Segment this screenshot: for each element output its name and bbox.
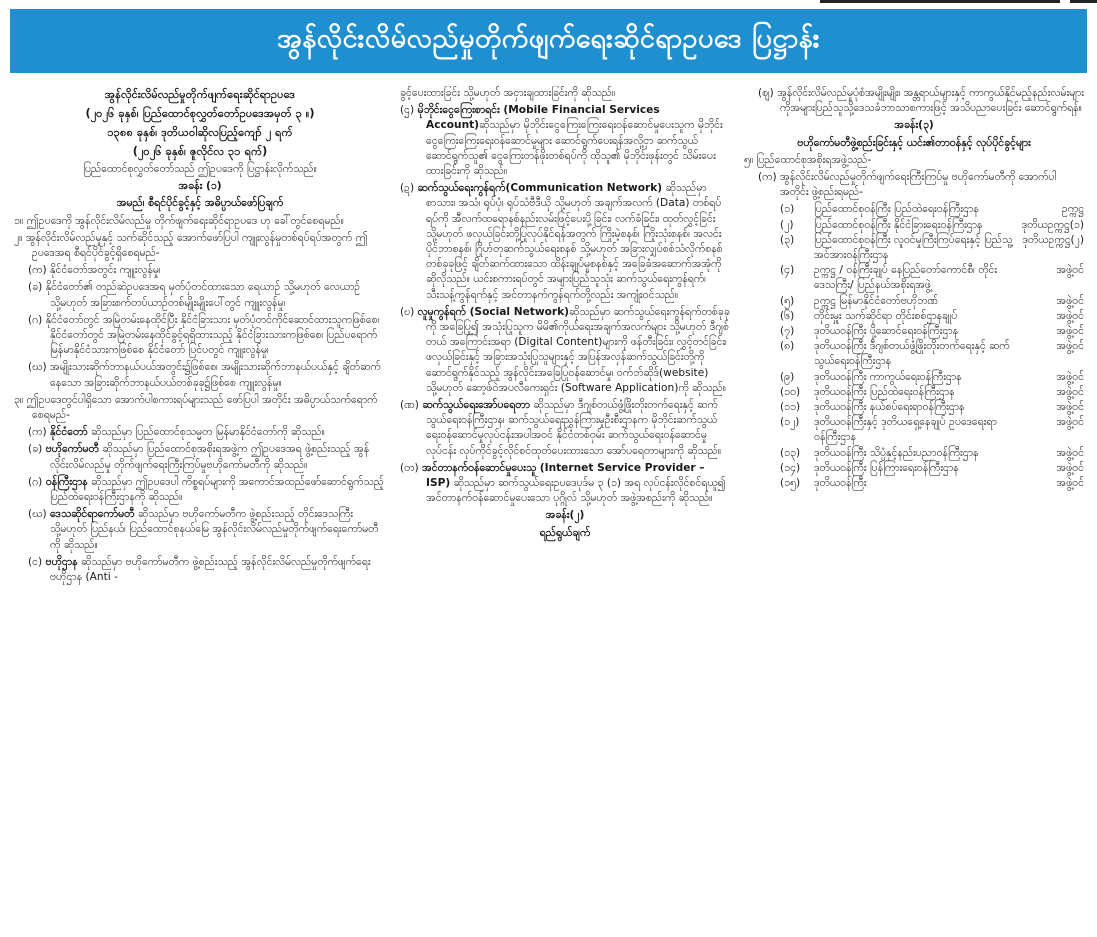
definition-term: အင်တာနက်ဝန်ဆောင်မှုပေးသူ (Internet Service Provider – ISP): [421, 461, 705, 490]
member-role: အဖွဲ့ဝင်: [1056, 370, 1084, 383]
definition-text: ဆိုသည်မှာ စာသား၊ အသံ၊ ရုပ်ပုံ၊ ရုပ်သံဗီဒီယို သို့မဟုတ် အချက်အလက် (Data) တစ်ရပ်ရပ်ကို အီလက်ထရောနစ်နည်းလမ်းဖြင့်ပေးပို့ခြင်း၊ လက်ခံခြင်း၊ ထုတ်လွှင့်ခြင်း သို့မဟုတ် ဖလှယ်ခြင်းတို့ပြုလုပ်နိုင်ရန်အတွက် ကြိုးမဲ့စနစ်၊ ကြိုးသုံးစနစ်၊ အလင်းပိုင်ဘာစနစ်၊ ဂြိုဟ်တုဆက်သွယ်ရေးစနစ် သို့မဟုတ် အခြားလျှပ်စစ်သံလိုက်စနစ်တစ်ခုခုဖြင့် ချိတ်ဆက်ထားသော ထိန်းချုပ်မှုစနစ်နှင့် အခြေခံအဆောက်အအုံကိုဆိုလိုသည်။ ယင်းစကားရပ်တွင် အများပြည်သူသုံး ဆက်သွယ်ရေးကွန်ရက်၊ သီးသန့်ကွန်ရက်နှင့် အင်တာနက်ကွန်ရက်တို့လည်း အကျုံးဝင်သည်။: [426, 182, 723, 301]
member-number: (၁၄): [780, 461, 801, 474]
definition-e: (င) ဗဟိုဌာန ဆိုသည်မှာ ဗဟိုကော်မတီက ဖွဲ့စည်းသည့် အွန်လိုင်းလိမ်လည်မှုတိုက်ဖျက်ရေးဗဟိုဌာန (Anti -: [28, 555, 371, 584]
chapter-3-title: ဗဟိုကော်မတီဖွဲ့စည်းခြင်းနှင့် ယင်း၏တာဝန်နှင့် လုပ်ပိုင်ခွင့်များ: [797, 136, 1031, 149]
definition-b-text: ဆိုသည်မှာ ပြည်ထောင်စုအစိုးရအဖွဲ့က ဤဥပဒေအရ ဖွဲ့စည်းသည့် အွန်လိုင်းလိမ်လည်မှု တိုက်ဖျက်ရေးကြီးကြပ်မှုဗဟိုကော်မတီကို ဆိုသည်။: [50, 443, 370, 471]
member-role: အဖွဲ့ဝင်: [1056, 294, 1084, 307]
member-number: (၁၂): [780, 416, 800, 429]
definition-b-term: ဗဟိုကော်မတီ: [45, 443, 99, 456]
top-rule: [820, 0, 1060, 3]
member-number: (၄): [780, 264, 795, 277]
definition-d-term: ဒေသဆိုင်ရာကော်မတီ: [49, 508, 135, 521]
member-number: (၉): [780, 370, 795, 383]
member-title: ပြည်ထောင်စုဝန်ကြီး လူဝင်မှုကြီးကြပ်ရေးနှင့် ပြည်သူ့အင်အားဝန်ကြီးဌာန: [814, 233, 1013, 262]
definition-c: (ဂ) ဝန်ကြီးဌာန ဆိုသည်မှာ ဤဥပဒေပါ ကိစ္စရပ်များကို အကောင်အထည်ဖော်ဆောင်ရွက်သည့် ပြည်ထဲရေးဝန်ကြီးဌာနကို ဆိုသည်။: [28, 475, 384, 504]
committee-member-row: [744, 415, 1084, 445]
committee-member-row: [744, 202, 1084, 217]
definition-mobile-financial: [400, 103, 730, 179]
member-number: (၈): [780, 340, 795, 353]
column-1: [14, 86, 386, 937]
member-title: ဒုတိယဝန်ကြီးနှင့် ဒုတိယရှေ့နေချုပ် ဥပဒေရေးရာဝန်ကြီးဌာန: [814, 416, 997, 444]
member-number: (၇): [780, 325, 795, 338]
member-number: (၃): [780, 233, 795, 246]
definition-c-term: ဝန်ကြီးဌာန: [45, 475, 88, 488]
member-title: ဒုတိယဝန်ကြီး ပြည်ထဲရေးဝန်ကြီးဌာန: [814, 385, 955, 398]
definition-d-text: ဆိုသည်မှာ ဗဟိုကော်မတီက ဖွဲ့စည်းသည့် တိုင်းဒေသကြီး သို့မဟုတ် ပြည်နယ်၊ ပြည်ထောင်စုနယ်မြေ အွန်လိုင်းလိမ်လည်မှုတိုက်ဖျက်ရေးကော်မတီကို ဆိုသည်။: [50, 508, 379, 551]
law-date-en: (၂၀၂၆ ခုနှစ်၊ ဇူလိုင်လ ၃၁ ရက်): [132, 145, 268, 158]
section-2-a: (က) နိုင်ငံတော်အတွင်း ကျူးလွန်မှု၊: [28, 264, 161, 277]
member-number: (၁၁): [780, 401, 801, 414]
definition-text: ဆိုသည်မှာ မိုဘိုင်းငွေကြေးကြေးရေးဝန်ဆောင်မှုပေးသူက မိုဘိုင်းငွေကြေးကြေးရေးဝန်ဆောင်မှုများ ဆောင်ရွက်ပေးရန်အလို့ငှာ ဆက်သွယ်ဆောင်ရွက်သူ၏ ငွေကြေးတန်ဖိုးတစ်ရပ်ကို ထိုသူ၏ မိုဘိုင်းဖုန်းတွင် သိမ်းပေးထားခြင်းကို ဆိုသည်။: [426, 119, 723, 178]
committee-member-row: [744, 461, 1084, 476]
committee-member-row: [744, 339, 1084, 369]
definition-text: ဆိုသည်မှာ ဒီဂျစ်တယ်ဖွံ့ဖြိုးတိုးတက်ရေးနှင့် ဆက်သွယ်ရေးဝန်ကြီးဌာန၊ ဆက်သွယ်ရေးညွှန်ကြားမှုဦးစီးဌာနက မိုဘိုင်းဆက်သွယ်ရေးဝန်ဆောင်မှုလုပ်ငန်းအပါအဝင် နိုင်ငံတစ်ဝှမ်း ဆက်သွယ်ရေးဝန်ဆောင်မှုလုပ်ငန်း လုပ်ကိုင်ခွင့်လိုင်စင်ထုတ်ပေးထားသော အော်ပရေတာများကို ဆိုသည်။: [426, 399, 722, 457]
definition-operator: [400, 398, 730, 459]
definition-term: ဆက်သွယ်ရေးအော်ပရေတာ: [422, 399, 530, 412]
member-title: ဒုတိယဝန်ကြီး နယ်စပ်ရေးရာဝန်ကြီးဌာန: [814, 401, 965, 414]
law-number: (၂၀၂၆ ခုနှစ်၊ ပြည်ထောင်စုလွှတ်တော်ဥပဒေအမှတ် ၃ ။): [85, 107, 315, 120]
section-5: ၅။ ပြည်ထောင်စုအစိုးရအဖွဲ့သည်-: [744, 153, 872, 166]
definition-text: ဆိုသည်မှာ ဆက်သွယ်ရေးကွန်ရက်တစ်ခုခုကို အခြေပြု၍ အသုံးပြုသူက မိမိ၏ကိုယ်ရေးအချက်အလက်များ သို့မဟုတ် ဒီဂျစ်တယ် အကြောင်းအရာ (Digital Content)များကို ဖန်တီးခြင်း၊ လွှင့်တင်ခြင်း၊ ဖလှယ်ခြင်းနှင့် အခြားအသုံးပြုသူများနှင့် အပြန်အလှန်ဆက်သွယ်ခြင်းတို့ကို ဆောင်ရွက်နိုင်သည့် အွန်လိုင်းအခြေပြုဝန်ဆောင်မှု၊ ဝက်ဘ်ဆိုဒ်(website) သို့မဟုတ် ဆော့ဖ်ဝဲအပလီကေးရှင်း (Software Application)ကို ဆိုသည်။: [426, 305, 730, 394]
member-number: (၆): [780, 309, 795, 322]
member-title: တိုင်းမှူး သက်ဆိုင်ရာ တိုင်းစစ်ဌာနချုပ်: [814, 309, 958, 322]
committee-member-list: [744, 202, 1084, 491]
committee-member-row: [744, 218, 1084, 233]
member-role: ဥက္ကဋ္ဌ: [1062, 203, 1084, 216]
definition-term: လူမှုကွန်ရက် (Social Network): [417, 305, 570, 318]
section-3: ၃။ ဤဥပဒေတွင်ပါရှိသော အောက်ပါစကားရပ်များသည် ဖော်ပြပါ အတိုင်း အဓိပ္ပာယ်သက်ရောက်စေရမည်-: [14, 393, 378, 422]
section-2-d: (ဃ) အမျိုးသားဆိုက်ဘာနယ်ပယ်အတွင်း၌ဖြစ်စေ၊ အမျိုးသားဆိုက်ဘာနယ်ပယ်နှင့် ချိတ်ဆက်နေသော အခြားဆိုက်ဘာနယ်ပယ်တစ်ခုခု၌ဖြစ်စေ ကျူးလွန်မှု။: [28, 361, 381, 389]
committee-member-row: [744, 476, 1084, 491]
committee-member-row: [744, 263, 1084, 293]
definition-communication-network: [400, 181, 730, 303]
member-role: အဖွဲ့ဝင်: [1056, 416, 1084, 429]
definition-text: ဆိုသည်မှာ ဆက်သွယ်ရေးဥပဒေပုဒ်မ ၃ (၁) အရ လုပ်ငန်းလိုင်စင်ရယူ၍ အင်တာနက်ဝန်ဆောင်မှုပေးသော ပုဂ္ဂိုလ် သို့မဟုတ် အဖွဲ့အစည်းကို ဆိုသည်။: [426, 477, 726, 505]
committee-member-row: [744, 400, 1084, 415]
headline-title: အွန်လိုင်းလိမ်လည်မှုတိုက်ဖျက်ရေးဆိုင်ရာဥပဒေ ပြဋ္ဌာန်း: [277, 23, 820, 54]
member-role: အဖွဲ့ဝင်: [1056, 264, 1084, 277]
member-title: ဒုတိယဝန်ကြီး ပို့ဆောင်ရေးဝန်ကြီးဌာန: [814, 325, 959, 338]
chapter-2-heading: အခန်း(၂): [545, 509, 585, 522]
section-2-b: (ခ) နိုင်ငံတော်၏ တည်ဆဲဥပဒေအရ မှတ်ပုံတင်ထားသော ရေယာဉ် သို့မဟုတ် လေယာဉ် သို့မဟုတ် အခြားစက်တပ်ယာဉ်တစ်မျိုးမျိုးပေါ်တွင် ကျူးလွန်မှု၊: [28, 281, 361, 309]
member-role: ဒုတိယဥက္ကဋ္ဌ(၂): [1022, 233, 1084, 246]
member-number: (၅): [780, 294, 795, 307]
committee-member-row: [744, 385, 1084, 400]
member-title: ပြည်ထောင်စုဝန်ကြီး နိုင်ငံခြားရေးဝန်ကြီးဌာန: [814, 218, 983, 231]
committee-member-row: [744, 309, 1084, 324]
top-rule-right: [1070, 0, 1097, 3]
member-role: အဖွဲ့ဝင်: [1056, 477, 1084, 490]
definition-d: (ဃ) ဒေသဆိုင်ရာကော်မတီ ဆိုသည်မှာ ဗဟိုကော်မတီက ဖွဲ့စည်းသည့် တိုင်းဒေသကြီး သို့မဟုတ် ပြည်နယ်၊ ပြည်ထောင်စုနယ်မြေ အွန်လိုင်းလိမ်လည်မှုတိုက်ဖျက်ရေးကော်မတီကို ဆိုသည်။: [28, 508, 379, 551]
section-2-c: (ဂ) နိုင်ငံတော်တွင် အမြဲတမ်းနေထိုင်ပြီး နိုင်ငံခြားသား မှတ်ပုံတင်ကိုင်ဆောင်ထားသူကဖြစ်စေ၊ နိုင်ငံတော်တွင် အမြဲတမ်းနေထိုင်ခွင့်ရရှိထားသည့် နိုင်ငံခြားသားကဖြစ်စေ၊ ပြည်ပရောက် မြန်မာနိုင်ငံသားကဖြစ်စေ နိုင်ငံတော် ပြင်ပတွင် ကျူးလွန်မှု၊: [28, 313, 380, 357]
member-role: အဖွဲ့ဝင်: [1056, 401, 1084, 414]
member-role: အဖွဲ့ဝင်: [1056, 385, 1084, 398]
member-title: ဥက္ကဋ္ဌ / ဝန်ကြီးချုပ် နေပြည်တော်ကောင်စီ၊ တိုင်းဒေသကြီး/ ပြည်နယ်အစိုးရအဖွဲ့: [814, 264, 998, 292]
definition-e-text: ဆိုသည်မှာ ဗဟိုကော်မတီက ဖွဲ့စည်းသည့် အွန်လိုင်းလိမ်လည်မှုတိုက်ဖျက်ရေးဗဟိုဌာန (Anti -: [50, 555, 371, 584]
committee-member-row: [744, 446, 1084, 461]
definition-continued: ခွင့်ပေးထားခြင်း သို့မဟုတ် အငှားချထားခြင်းကို ဆိုသည်။: [400, 87, 616, 99]
member-role: ဒုတိယဥက္ကဋ္ဌ(၁): [1021, 218, 1084, 231]
member-title: ပြည်ထောင်စုဝန်ကြီး ပြည်ထဲရေးဝန်ကြီးဌာန: [814, 203, 979, 216]
member-role: အဖွဲ့ဝင်: [1056, 309, 1084, 322]
section-1: ၁။ ဤဥပဒေကို အွန်လိုင်းလိမ်လည်မှု တိုက်ဖျက်ရေးဆိုင်ရာဥပဒေ ဟု ခေါ်တွင်စေရမည်။: [14, 214, 344, 227]
chapter-2-title: ရည်ရွယ်ချက်: [539, 526, 591, 539]
member-title: ဥက္ကဋ္ဌ မြန်မာနိုင်ငံတော်ဗဟိုဘဏ်: [814, 294, 939, 307]
member-number: (၁): [780, 203, 795, 216]
enactment-text: ပြည်ထောင်စုလွှတ်တော်သည် ဤဥပဒေကို ပြဋ္ဌာန်းလိုက်သည်။: [83, 163, 317, 175]
objective-item: (ဈ) အွန်လိုင်းလိမ်လည်မှုပုံစံအမျိုးမျိုး၊ အန္တရာယ်များနှင့် ကာကွယ်နိုင်မည့်နည်းလမ်းများကိုအများပြည်သူသို့ဒေသခံဘာသာစကားဖြင့် အသိပညာပေးခြင်း ဆောင်ရွက်ရန်။: [758, 87, 1084, 115]
law-title: အွန်လိုင်းလိမ်လည်မှုတိုက်ဖျက်ရေးဆိုင်ရာဥပဒေ: [104, 88, 296, 101]
committee-member-row: [744, 324, 1084, 339]
member-number: (၁၃): [780, 446, 801, 459]
member-role: အဖွဲ့ဝင်: [1056, 340, 1084, 353]
law-date-mm: ၁၃၈၈ ခုနှစ်၊ ဒုတိယဝါဆိုလပြည့်ကျော် ၂ ရက်: [107, 126, 293, 139]
chapter-3-heading: အခန်း(၃): [894, 119, 934, 132]
member-title: ဒုတိယဝန်ကြီး ပြန်ကြားရေးဝန်ကြီးဌာန: [814, 461, 959, 474]
committee-member-row: [744, 294, 1084, 309]
definition-number: (ဎ): [400, 305, 415, 318]
definition-b: (ခ) ဗဟိုကော်မတီ ဆိုသည်မှာ ပြည်ထောင်စုအစိုးရအဖွဲ့က ဤဥပဒေအရ ဖွဲ့စည်းသည့် အွန်လိုင်းလိမ်လည်မှု တိုက်ဖျက်ရေးကြီးကြပ်မှုဗဟိုကော်မတီကို ဆိုသည်။: [28, 443, 370, 471]
definition-a-text: ဆိုသည်မှာ ပြည်ထောင်စုသမ္မတ မြန်မာနိုင်ငံတော်ကို ဆိုသည်။: [91, 426, 325, 439]
definition-e-term: ဗဟိုဌာန: [45, 555, 78, 568]
member-title: ဒုတိယဝန်ကြီး သိပ္ပံနှင့်နည်းပညာဝန်ကြီးဌာန: [814, 446, 979, 459]
member-role: အဖွဲ့ဝင်: [1056, 325, 1084, 338]
column-3: [744, 86, 1084, 937]
definition-a-term: နိုင်ငံတော်: [50, 426, 88, 439]
definition-term: ဆက်သွယ်ရေးကွန်ရက်(Communication Network): [417, 182, 663, 195]
member-role: အဖွဲ့ဝင်: [1056, 446, 1084, 459]
member-role: အဖွဲ့ဝင်: [1056, 461, 1084, 474]
member-number: (၂): [780, 218, 794, 231]
definition-term: မိုဘိုင်းငွေကြေးစာရင်း (Mobile Financial Services Account): [417, 104, 660, 132]
section-2: ၂။ အွန်လိုင်းလိမ်လည်မှုနှင့် သက်ဆိုင်သည့် အောက်ဖော်ပြပါ ကျူးလွန်မှုတစ်ရပ်ရပ်အတွက် ဤဥပဒေအရ စီရင်ပိုင်ခွင့်ရှိစေရမည်-: [14, 231, 368, 260]
section-5-a: (က) အွန်လိုင်းလိမ်လည်မှုတိုက်ဖျက်ရေးကြီးကြပ်မှု ဗဟိုကော်မတီကို အောက်ပါအတိုင်း ဖွဲ့စည်းရမည်-: [758, 171, 1057, 199]
member-number: (၁၅): [780, 477, 801, 490]
committee-member-row: [744, 233, 1084, 263]
definition-number: (တ): [400, 461, 419, 474]
committee-member-row: [744, 370, 1084, 385]
headline-banner: [10, 9, 1087, 73]
definition-number: (ဍ): [400, 182, 415, 195]
member-number: (၁၀): [780, 385, 801, 398]
definition-isp: [400, 461, 730, 507]
definition-a: (က) နိုင်ငံတော် ဆိုသည်မှာ ပြည်ထောင်စုသမ္မတ မြန်မာနိုင်ငံတော်ကို ဆိုသည်။: [28, 426, 325, 439]
definition-c-text: ဆိုသည်မှာ ဤဥပဒေပါ ကိစ္စရပ်များကို အကောင်အထည်ဖော်ဆောင်ရွက်သည့် ပြည်ထဲရေးဝန်ကြီးဌာနကို ဆိုသည်။: [50, 475, 384, 504]
definition-number: (ဏ): [400, 399, 419, 412]
definition-social-network: [400, 305, 730, 396]
member-title: ဒုတိယဝန်ကြီး ကာကွယ်ရေးဝန်ကြီးဌာန: [814, 370, 962, 383]
chapter-1-title: အမည်၊ စီရင်ပိုင်ခွင့်နှင့် အဓိပ္ပာယ်ဖော်ပြချက်: [116, 197, 284, 210]
column-2: [400, 86, 730, 937]
definition-number: (ဌ): [400, 104, 415, 117]
chapter-1-heading: အခန်း (၁): [178, 180, 222, 193]
member-title: ဒုတိယဝန်ကြီး ဒီဂျစ်တယ်ဖွံ့ဖြိုးတိုးတက်ရေးနှင့် ဆက်သွယ်ရေးဝန်ကြီးဌာန: [814, 340, 1010, 368]
member-title: ဒုတိယဝန်ကြီး: [814, 477, 867, 490]
